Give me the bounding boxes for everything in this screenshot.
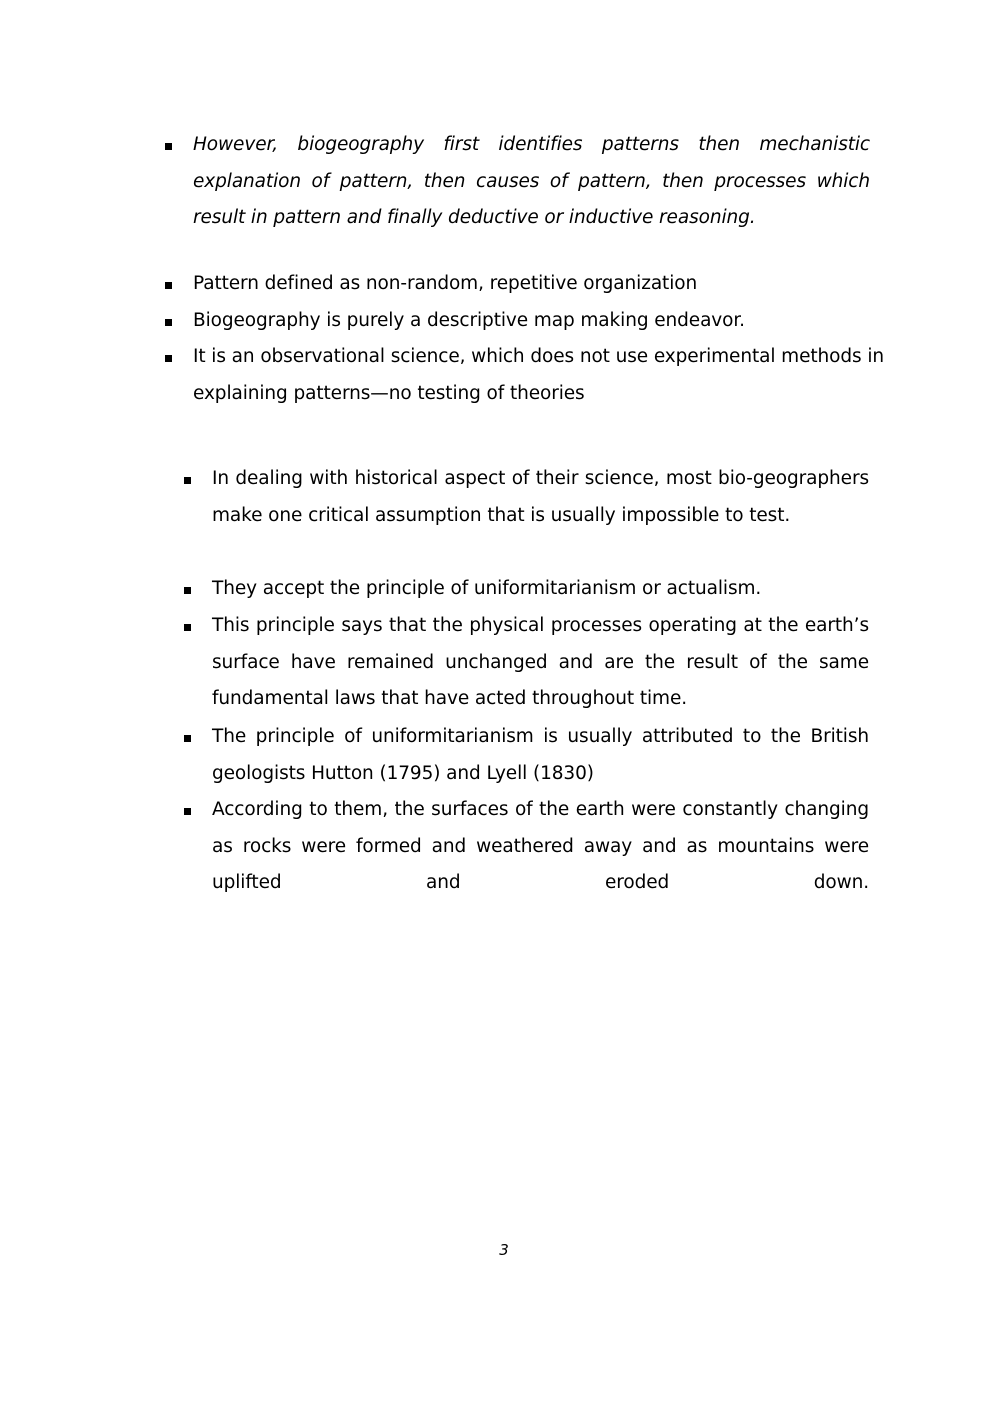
bullet-marker <box>184 624 191 631</box>
bullet-marker <box>165 319 172 326</box>
list-item <box>193 266 870 303</box>
list-item <box>212 608 869 718</box>
bullet-marker <box>184 735 191 742</box>
list-item-text: Biogeography is purely a descriptive map making endeavor. <box>193 310 745 331</box>
page-number: 3 <box>499 1241 509 1259</box>
list-item <box>212 571 869 608</box>
bullet-marker <box>184 587 191 594</box>
list-item-text: In dealing with historical aspect of their science, most bio-geographers make one critical assumption that is usually impossible to test. <box>212 468 869 526</box>
list-item-text: However, biogeography first identifies patterns then mechanistic explanation of pattern, then causes of pattern, then processes which result in pattern and finally deductive or inductive reasoning. <box>193 134 870 229</box>
list-item <box>193 339 884 412</box>
list-item-text: Pattern defined as non-random, repetitive organization <box>193 273 698 294</box>
list-item-text: It is an observational science, which does not use experimental methods in explaining patterns—no testing of theories <box>193 346 884 404</box>
bullet-marker <box>184 477 191 484</box>
list-item <box>212 719 869 792</box>
list-item-text: The principle of uniformitarianism is usually attributed to the British geologists Hutton (1795) and Lyell (1830) <box>212 726 869 784</box>
list-item <box>193 303 870 340</box>
list-item <box>212 461 869 534</box>
list-item <box>212 792 869 902</box>
list-item-text: According to them, the surfaces of the earth were constantly changing as rocks were formed and weathered away and as mountains were uplifted and eroded down. <box>212 799 869 894</box>
bullet-marker <box>184 808 191 815</box>
bullet-marker <box>165 282 172 289</box>
list-item <box>193 127 870 237</box>
bullet-marker <box>165 143 172 150</box>
list-item-text: This principle says that the physical processes operating at the earth’s surface have remained unchanged and are the result of the same fundamental laws that have acted throughout time. <box>212 615 869 710</box>
list-item-text: They accept the principle of uniformitarianism or actualism. <box>212 578 762 599</box>
bullet-marker <box>165 355 172 362</box>
